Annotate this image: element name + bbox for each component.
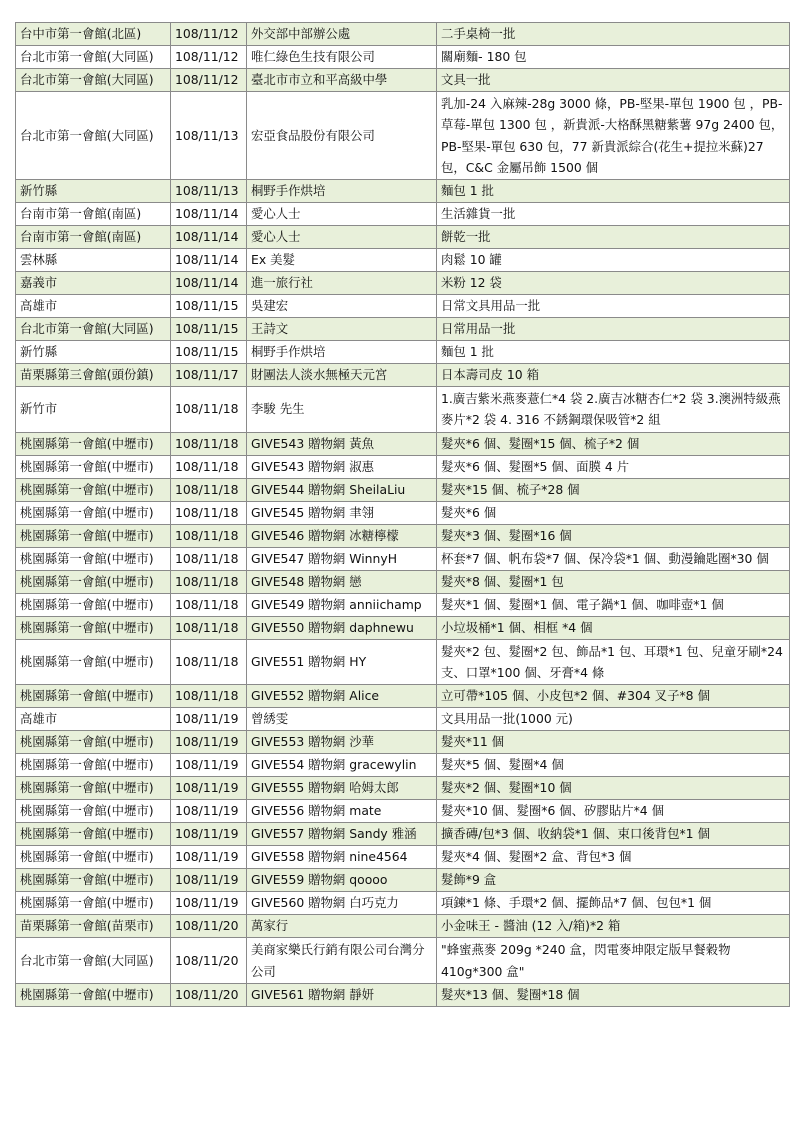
donor-cell: 宏亞食品股份有限公司 [247, 92, 437, 180]
donor-cell: 臺北市市立和平高級中學 [247, 69, 437, 92]
date-cell: 108/11/20 [171, 983, 247, 1006]
table-row [16, 639, 790, 685]
items-cell: 髮夾*3 個、髮圈*16 個 [437, 524, 790, 547]
items-cell: 髮夾*13 個、髮圈*18 個 [437, 983, 790, 1006]
region-cell: 桃園縣第一會館(中壢市) [16, 547, 171, 570]
donor-cell: GIVE545 贈物網 聿翎 [247, 501, 437, 524]
region-cell: 苗栗縣第一會館(苗栗市) [16, 915, 171, 938]
table-row [16, 869, 790, 892]
region-cell: 桃園縣第一會館(中壢市) [16, 777, 171, 800]
region-cell: 桃園縣第一會館(中壢市) [16, 432, 171, 455]
date-cell: 108/11/14 [171, 249, 247, 272]
region-cell: 台北市第一會館(大同區) [16, 92, 171, 180]
date-cell: 108/11/12 [171, 23, 247, 46]
table-row [16, 364, 790, 387]
donor-cell: GIVE554 贈物網 gracewylin [247, 754, 437, 777]
items-cell: 髮夾*8 個、髮圈*1 包 [437, 570, 790, 593]
donor-cell: GIVE549 贈物網 anniichamp [247, 593, 437, 616]
date-cell: 108/11/14 [171, 203, 247, 226]
date-cell: 108/11/18 [171, 639, 247, 685]
table-row [16, 823, 790, 846]
donor-cell: Ex 美髮 [247, 249, 437, 272]
date-cell: 108/11/18 [171, 432, 247, 455]
items-cell: 立可帶*105 個、小皮包*2 個、#304 叉子*8 個 [437, 685, 790, 708]
items-cell: 麵包 1 批 [437, 180, 790, 203]
items-cell: 擴香磚/包*3 個、收納袋*1 個、束口後背包*1 個 [437, 823, 790, 846]
region-cell: 桃園縣第一會館(中壢市) [16, 455, 171, 478]
items-cell: 文具用品一批(1000 元) [437, 708, 790, 731]
table-row [16, 341, 790, 364]
date-cell: 108/11/19 [171, 892, 247, 915]
region-cell: 苗栗縣第三會館(頭份鎮) [16, 364, 171, 387]
items-cell: 米粉 12 袋 [437, 272, 790, 295]
donor-cell: 曾綉雯 [247, 708, 437, 731]
donor-cell: GIVE561 贈物網 靜妍 [247, 983, 437, 1006]
region-cell: 桃園縣第一會館(中壢市) [16, 869, 171, 892]
donor-cell: GIVE544 贈物網 SheilaLiu [247, 478, 437, 501]
region-cell: 桃園縣第一會館(中壢市) [16, 501, 171, 524]
items-cell: 小金味王 - 醬油 (12 入/箱)*2 箱 [437, 915, 790, 938]
table-row [16, 593, 790, 616]
donor-cell: GIVE546 贈物網 冰糖檸檬 [247, 524, 437, 547]
donor-cell: GIVE548 贈物網 戀 [247, 570, 437, 593]
region-cell: 新竹縣 [16, 341, 171, 364]
table-row [16, 92, 790, 180]
region-cell: 高雄市 [16, 295, 171, 318]
items-cell: 杯套*7 個、帆布袋*7 個、保冷袋*1 個、動漫鑰匙圈*30 個 [437, 547, 790, 570]
region-cell: 台北市第一會館(大同區) [16, 69, 171, 92]
date-cell: 108/11/18 [171, 685, 247, 708]
items-cell: 髮夾*1 個、髮圈*1 個、電子鍋*1 個、咖啡壺*1 個 [437, 593, 790, 616]
table-row [16, 46, 790, 69]
date-cell: 108/11/19 [171, 754, 247, 777]
table-row [16, 616, 790, 639]
items-cell: "蜂蜜燕麥 209g *240 盒，閃電麥坤限定版早餐穀物 410g*300 盒" [437, 938, 790, 984]
table-row [16, 731, 790, 754]
items-cell: 髮飾*9 盒 [437, 869, 790, 892]
items-cell: 髮夾*4 個、髮圈*2 盒、背包*3 個 [437, 846, 790, 869]
region-cell: 台南市第一會館(南區) [16, 203, 171, 226]
donor-cell: GIVE558 贈物網 nine4564 [247, 846, 437, 869]
region-cell: 雲林縣 [16, 249, 171, 272]
donor-cell: GIVE550 贈物網 daphnewu [247, 616, 437, 639]
date-cell: 108/11/15 [171, 341, 247, 364]
donor-cell: GIVE552 贈物網 Alice [247, 685, 437, 708]
items-cell: 二手桌椅一批 [437, 23, 790, 46]
table-row [16, 69, 790, 92]
region-cell: 台中市第一會館(北區) [16, 23, 171, 46]
table-row [16, 318, 790, 341]
donor-cell: GIVE560 贈物網 白巧克力 [247, 892, 437, 915]
donor-cell: GIVE559 贈物網 qoooo [247, 869, 437, 892]
items-cell: 肉鬆 10 罐 [437, 249, 790, 272]
items-cell: 小垃圾桶*1 個、相框 *4 個 [437, 616, 790, 639]
region-cell: 桃園縣第一會館(中壢市) [16, 524, 171, 547]
table-row [16, 983, 790, 1006]
region-cell: 桃園縣第一會館(中壢市) [16, 616, 171, 639]
region-cell: 高雄市 [16, 708, 171, 731]
items-cell: 項鍊*1 條、手環*2 個、擺飾品*7 個、包包*1 個 [437, 892, 790, 915]
region-cell: 台北市第一會館(大同區) [16, 46, 171, 69]
table-row [16, 570, 790, 593]
items-cell: 髮夾*2 個、髮圈*10 個 [437, 777, 790, 800]
donor-cell: GIVE555 贈物網 哈姆太郎 [247, 777, 437, 800]
date-cell: 108/11/18 [171, 570, 247, 593]
items-cell: 文具一批 [437, 69, 790, 92]
table-row [16, 892, 790, 915]
items-cell: 關廟麵- 180 包 [437, 46, 790, 69]
region-cell: 新竹市 [16, 387, 171, 433]
donor-cell: 萬家行 [247, 915, 437, 938]
table-row [16, 708, 790, 731]
items-cell: 日常文具用品一批 [437, 295, 790, 318]
table-row [16, 203, 790, 226]
table-row [16, 777, 790, 800]
date-cell: 108/11/18 [171, 478, 247, 501]
table-row [16, 754, 790, 777]
table-row [16, 800, 790, 823]
donor-cell: 王詩文 [247, 318, 437, 341]
donor-cell: GIVE543 贈物網 淑惠 [247, 455, 437, 478]
table-row [16, 547, 790, 570]
date-cell: 108/11/15 [171, 318, 247, 341]
date-cell: 108/11/15 [171, 295, 247, 318]
date-cell: 108/11/19 [171, 846, 247, 869]
date-cell: 108/11/20 [171, 938, 247, 984]
donor-cell: 美商家樂氏行銷有限公司台灣分公司 [247, 938, 437, 984]
donor-cell: 李駿 先生 [247, 387, 437, 433]
date-cell: 108/11/19 [171, 823, 247, 846]
date-cell: 108/11/19 [171, 800, 247, 823]
donor-cell: 吳建宏 [247, 295, 437, 318]
region-cell: 桃園縣第一會館(中壢市) [16, 639, 171, 685]
region-cell: 台南市第一會館(南區) [16, 226, 171, 249]
donor-cell: GIVE556 贈物網 mate [247, 800, 437, 823]
date-cell: 108/11/20 [171, 915, 247, 938]
items-cell: 日常用品一批 [437, 318, 790, 341]
donor-cell: 外交部中部辦公處 [247, 23, 437, 46]
table-row [16, 249, 790, 272]
region-cell: 桃園縣第一會館(中壢市) [16, 800, 171, 823]
donation-table [15, 22, 790, 1007]
region-cell: 桃園縣第一會館(中壢市) [16, 731, 171, 754]
donor-cell: 桐野手作烘培 [247, 341, 437, 364]
date-cell: 108/11/13 [171, 180, 247, 203]
table-row [16, 295, 790, 318]
date-cell: 108/11/18 [171, 455, 247, 478]
table-row [16, 478, 790, 501]
region-cell: 桃園縣第一會館(中壢市) [16, 823, 171, 846]
date-cell: 108/11/18 [171, 387, 247, 433]
date-cell: 108/11/19 [171, 777, 247, 800]
donor-cell: GIVE547 贈物網 WinnyH [247, 547, 437, 570]
region-cell: 新竹縣 [16, 180, 171, 203]
date-cell: 108/11/18 [171, 616, 247, 639]
items-cell: 髮夾*10 個、髮圈*6 個、矽膠貼片*4 個 [437, 800, 790, 823]
region-cell: 桃園縣第一會館(中壢市) [16, 478, 171, 501]
donor-cell: 唯仁綠色生技有限公司 [247, 46, 437, 69]
items-cell: 1.廣吉紫米燕麥薏仁*4 袋 2.廣吉冰糖杏仁*2 袋 3.澳洲特級燕麥片*2 袋 4. 316 不銹鋼環保吸管*2 組 [437, 387, 790, 433]
date-cell: 108/11/19 [171, 731, 247, 754]
date-cell: 108/11/14 [171, 272, 247, 295]
region-cell: 桃園縣第一會館(中壢市) [16, 983, 171, 1006]
donor-cell: GIVE543 贈物網 黃魚 [247, 432, 437, 455]
date-cell: 108/11/14 [171, 226, 247, 249]
region-cell: 桃園縣第一會館(中壢市) [16, 892, 171, 915]
table-row [16, 524, 790, 547]
items-cell: 髮夾*11 個 [437, 731, 790, 754]
items-cell: 麵包 1 批 [437, 341, 790, 364]
region-cell: 桃園縣第一會館(中壢市) [16, 570, 171, 593]
table-row [16, 501, 790, 524]
items-cell: 髮夾*15 個、梳子*28 個 [437, 478, 790, 501]
items-cell: 日本壽司皮 10 箱 [437, 364, 790, 387]
table-row [16, 272, 790, 295]
donor-cell: GIVE557 贈物網 Sandy 雅涵 [247, 823, 437, 846]
items-cell: 髮夾*2 包、髮圈*2 包、飾品*1 包、耳環*1 包、兒童牙刷*24 支、口罩*100 個、牙膏*4 條 [437, 639, 790, 685]
table-row [16, 938, 790, 984]
table-row [16, 915, 790, 938]
donation-table-body [16, 23, 790, 1007]
table-row [16, 23, 790, 46]
date-cell: 108/11/19 [171, 869, 247, 892]
donor-cell: 財團法人淡水無極天元宮 [247, 364, 437, 387]
table-row [16, 180, 790, 203]
items-cell: 乳加-24 入麻辣-28g 3000 條，PB-堅果-單包 1900 包 ，PB-草莓-單包 1300 包 ，新貴派-大格酥黑糖紫薯 97g 2400 包，PB-堅果-單包 630 包，77 新貴派綜合(花生+提拉米蘇)27 包，C&C 金屬吊飾 1500 個 [437, 92, 790, 180]
date-cell: 108/11/12 [171, 69, 247, 92]
date-cell: 108/11/18 [171, 593, 247, 616]
date-cell: 108/11/18 [171, 501, 247, 524]
table-row [16, 846, 790, 869]
items-cell: 餅乾一批 [437, 226, 790, 249]
region-cell: 桃園縣第一會館(中壢市) [16, 593, 171, 616]
donor-cell: 愛心人士 [247, 203, 437, 226]
date-cell: 108/11/19 [171, 708, 247, 731]
region-cell: 台北市第一會館(大同區) [16, 938, 171, 984]
region-cell: 嘉義市 [16, 272, 171, 295]
items-cell: 生活雜貨一批 [437, 203, 790, 226]
date-cell: 108/11/12 [171, 46, 247, 69]
donor-cell: 桐野手作烘培 [247, 180, 437, 203]
table-row [16, 432, 790, 455]
date-cell: 108/11/18 [171, 547, 247, 570]
table-row [16, 455, 790, 478]
region-cell: 桃園縣第一會館(中壢市) [16, 846, 171, 869]
donor-cell: 愛心人士 [247, 226, 437, 249]
items-cell: 髮夾*6 個、髮圈*15 個、梳子*2 個 [437, 432, 790, 455]
donor-cell: GIVE551 贈物網 HY [247, 639, 437, 685]
table-row [16, 685, 790, 708]
region-cell: 台北市第一會館(大同區) [16, 318, 171, 341]
donor-cell: GIVE553 贈物網 沙華 [247, 731, 437, 754]
items-cell: 髮夾*6 個、髮圈*5 個、面膜 4 片 [437, 455, 790, 478]
donor-cell: 進一旅行社 [247, 272, 437, 295]
items-cell: 髮夾*5 個、髮圈*4 個 [437, 754, 790, 777]
date-cell: 108/11/17 [171, 364, 247, 387]
date-cell: 108/11/13 [171, 92, 247, 180]
region-cell: 桃園縣第一會館(中壢市) [16, 685, 171, 708]
table-row [16, 226, 790, 249]
table-row [16, 387, 790, 433]
region-cell: 桃園縣第一會館(中壢市) [16, 754, 171, 777]
items-cell: 髮夾*6 個 [437, 501, 790, 524]
date-cell: 108/11/18 [171, 524, 247, 547]
